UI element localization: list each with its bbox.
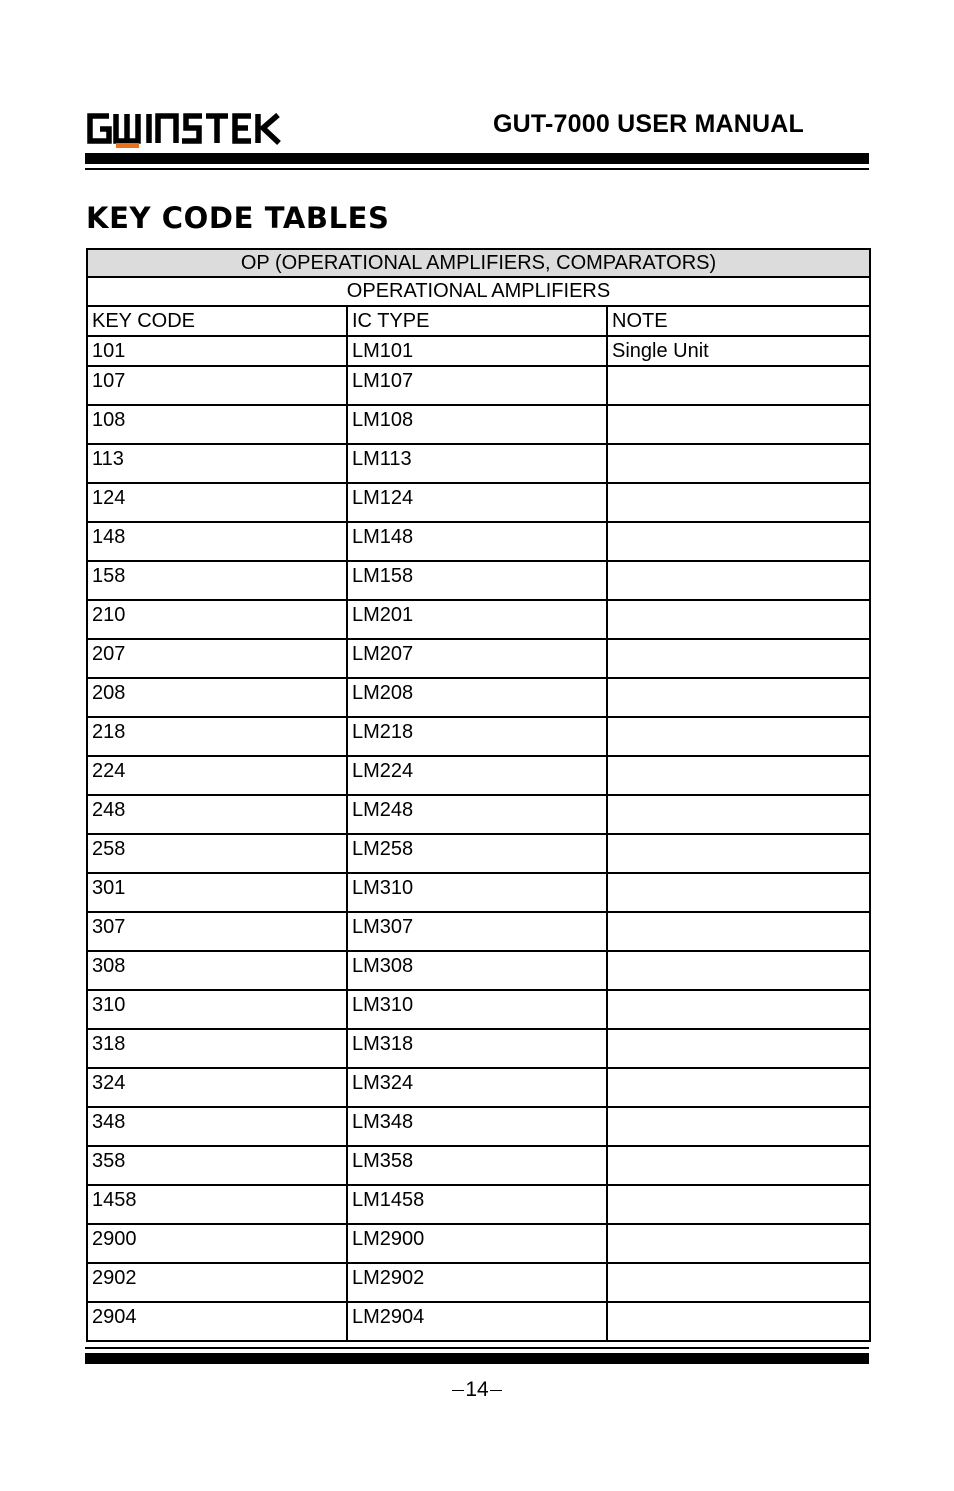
cell-key-code: 218: [87, 717, 347, 756]
table-subtitle: OPERATIONAL AMPLIFIERS: [87, 277, 870, 306]
table-row: [87, 912, 870, 951]
cell-ic-type: LM201: [347, 600, 607, 639]
cell-key-code: 308: [87, 951, 347, 990]
header-rule-thick: [85, 153, 869, 164]
cell-ic-type: LM108: [347, 405, 607, 444]
table-row: [87, 1185, 870, 1224]
cell-ic-type: LM224: [347, 756, 607, 795]
section-heading: KEY CODE TABLES: [86, 201, 390, 235]
table-row: [87, 405, 870, 444]
table-row: [87, 834, 870, 873]
table-row: [87, 678, 870, 717]
cell-note: [607, 990, 870, 1029]
cell-key-code: 258: [87, 834, 347, 873]
cell-note: [607, 444, 870, 483]
column-header-note: NOTE: [607, 306, 870, 336]
table-row: [87, 1029, 870, 1068]
table-row: [87, 795, 870, 834]
table-row: [87, 990, 870, 1029]
cell-key-code: 2904: [87, 1302, 347, 1341]
cell-ic-type: LM208: [347, 678, 607, 717]
cell-note: [607, 405, 870, 444]
cell-ic-type: LM218: [347, 717, 607, 756]
cell-ic-type: LM308: [347, 951, 607, 990]
table-row: [87, 561, 870, 600]
table-subtitle-row: [87, 277, 870, 306]
cell-ic-type: LM148: [347, 522, 607, 561]
table-row: [87, 366, 870, 405]
cell-key-code: 318: [87, 1029, 347, 1068]
cell-ic-type: LM324: [347, 1068, 607, 1107]
cell-ic-type: LM1458: [347, 1185, 607, 1224]
cell-note: [607, 1185, 870, 1224]
cell-ic-type: LM348: [347, 1107, 607, 1146]
cell-note: [607, 717, 870, 756]
cell-note: [607, 1029, 870, 1068]
cell-note: [607, 912, 870, 951]
table-row: [87, 522, 870, 561]
cell-key-code: 1458: [87, 1185, 347, 1224]
cell-key-code: 307: [87, 912, 347, 951]
page-number-dash-right: [490, 1390, 502, 1391]
manual-title: GUT-7000 USER MANUAL: [493, 110, 804, 138]
cell-note: [607, 1302, 870, 1341]
cell-key-code: 107: [87, 366, 347, 405]
cell-note: [607, 834, 870, 873]
page-number: [0, 1378, 954, 1402]
page-number-value: 14: [465, 1378, 489, 1401]
table-row: [87, 951, 870, 990]
cell-ic-type: LM107: [347, 366, 607, 405]
cell-note: Single Unit: [607, 336, 870, 366]
cell-ic-type: LM2902: [347, 1263, 607, 1302]
cell-note: [607, 873, 870, 912]
cell-note: [607, 366, 870, 405]
cell-note: [607, 522, 870, 561]
cell-ic-type: LM307: [347, 912, 607, 951]
cell-note: [607, 561, 870, 600]
table-row: [87, 1302, 870, 1341]
table-row: [87, 1146, 870, 1185]
cell-key-code: 108: [87, 405, 347, 444]
cell-key-code: 207: [87, 639, 347, 678]
cell-note: [607, 1224, 870, 1263]
cell-ic-type: LM124: [347, 483, 607, 522]
table-title: OP (OPERATIONAL AMPLIFIERS, COMPARATORS): [87, 249, 870, 277]
cell-key-code: 2900: [87, 1224, 347, 1263]
cell-ic-type: LM158: [347, 561, 607, 600]
cell-key-code: 2902: [87, 1263, 347, 1302]
cell-key-code: 208: [87, 678, 347, 717]
cell-ic-type: LM2904: [347, 1302, 607, 1341]
table-row: [87, 756, 870, 795]
cell-ic-type: LM258: [347, 834, 607, 873]
cell-ic-type: LM310: [347, 990, 607, 1029]
table-row: [87, 1263, 870, 1302]
table-row: [87, 717, 870, 756]
cell-ic-type: LM101: [347, 336, 607, 366]
cell-note: [607, 951, 870, 990]
gw-instek-logo: [85, 110, 285, 150]
cell-ic-type: LM207: [347, 639, 607, 678]
table-row: [87, 873, 870, 912]
cell-note: [607, 1146, 870, 1185]
table-row: [87, 639, 870, 678]
cell-note: [607, 483, 870, 522]
column-header-key-code: KEY CODE: [87, 306, 347, 336]
cell-note: [607, 639, 870, 678]
table-row: [87, 336, 870, 366]
cell-note: [607, 1068, 870, 1107]
cell-ic-type: LM2900: [347, 1224, 607, 1263]
cell-key-code: 358: [87, 1146, 347, 1185]
cell-note: [607, 756, 870, 795]
key-code-table: [86, 248, 871, 1342]
table-row: [87, 1224, 870, 1263]
cell-key-code: 148: [87, 522, 347, 561]
cell-key-code: 310: [87, 990, 347, 1029]
cell-ic-type: LM113: [347, 444, 607, 483]
table-row: [87, 444, 870, 483]
cell-ic-type: LM310: [347, 873, 607, 912]
footer-rule-thin: [85, 1347, 869, 1349]
table-row: [87, 1068, 870, 1107]
column-header-ic-type: IC TYPE: [347, 306, 607, 336]
cell-note: [607, 1263, 870, 1302]
cell-key-code: 301: [87, 873, 347, 912]
cell-key-code: 348: [87, 1107, 347, 1146]
table-header-row: [87, 306, 870, 336]
cell-note: [607, 600, 870, 639]
header-rule-thin: [85, 168, 869, 170]
table-title-row: [87, 249, 870, 277]
table-row: [87, 600, 870, 639]
cell-key-code: 113: [87, 444, 347, 483]
cell-key-code: 101: [87, 336, 347, 366]
cell-key-code: 124: [87, 483, 347, 522]
cell-ic-type: LM248: [347, 795, 607, 834]
cell-ic-type: LM318: [347, 1029, 607, 1068]
cell-key-code: 210: [87, 600, 347, 639]
cell-note: [607, 678, 870, 717]
cell-key-code: 324: [87, 1068, 347, 1107]
table-row: [87, 483, 870, 522]
cell-ic-type: LM358: [347, 1146, 607, 1185]
table-row: [87, 1107, 870, 1146]
cell-note: [607, 795, 870, 834]
cell-key-code: 224: [87, 756, 347, 795]
footer-rule-thick: [85, 1353, 869, 1364]
cell-key-code: 158: [87, 561, 347, 600]
cell-note: [607, 1107, 870, 1146]
cell-key-code: 248: [87, 795, 347, 834]
page-number-dash-left: [452, 1390, 464, 1391]
